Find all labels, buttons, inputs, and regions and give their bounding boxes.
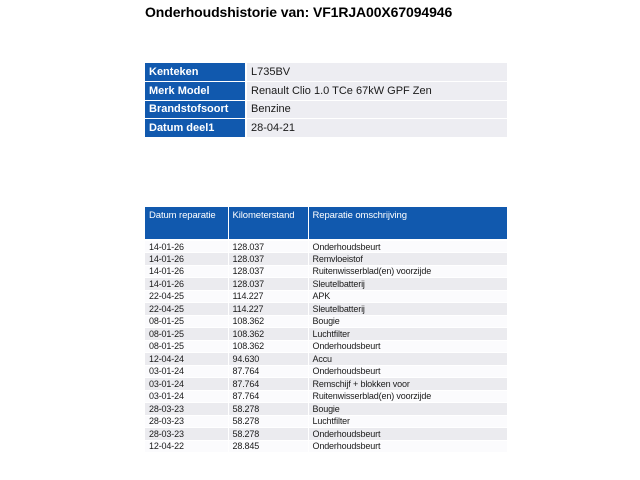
cell-kilometerstand: 94.630 xyxy=(228,353,308,366)
service-history-row xyxy=(145,315,507,328)
cell-kilometerstand: 58.278 xyxy=(228,403,308,416)
cell-datum-reparatie: 14-01-26 xyxy=(145,240,228,253)
cell-reparatie-omschrijving: APK xyxy=(308,290,507,303)
service-history-row xyxy=(145,328,507,341)
service-history-row xyxy=(145,365,507,378)
cell-reparatie-omschrijving: Onderhoudsbeurt xyxy=(308,440,507,453)
cell-kilometerstand: 128.037 xyxy=(228,240,308,253)
vehicle-info-label: Datum deel1 xyxy=(145,119,246,138)
page-title: Onderhoudshistorie van: VF1RJA00X67094946 xyxy=(145,4,453,20)
cell-reparatie-omschrijving: Onderhoudsbeurt xyxy=(308,428,507,441)
service-history-table xyxy=(145,207,507,453)
cell-kilometerstand: 87.764 xyxy=(228,365,308,378)
vehicle-info-label: Brandstofsoort xyxy=(145,100,246,119)
cell-kilometerstand: 128.037 xyxy=(228,265,308,278)
cell-datum-reparatie: 12-04-24 xyxy=(145,353,228,366)
service-history-row xyxy=(145,290,507,303)
vehicle-info-row xyxy=(145,100,507,119)
service-history-row xyxy=(145,415,507,428)
cell-kilometerstand: 28.845 xyxy=(228,440,308,453)
cell-kilometerstand: 87.764 xyxy=(228,390,308,403)
service-history-row xyxy=(145,390,507,403)
service-history-row xyxy=(145,278,507,291)
cell-datum-reparatie: 03-01-24 xyxy=(145,378,228,391)
cell-datum-reparatie: 14-01-26 xyxy=(145,278,228,291)
vehicle-info-value: Renault Clio 1.0 TCe 67kW GPF Zen xyxy=(246,82,507,101)
cell-kilometerstand: 114.227 xyxy=(228,303,308,316)
service-history-row xyxy=(145,340,507,353)
cell-datum-reparatie: 08-01-25 xyxy=(145,315,228,328)
service-history-row xyxy=(145,353,507,366)
cell-reparatie-omschrijving: Ruitenwisserblad(en) voorzijde xyxy=(308,390,507,403)
cell-kilometerstand: 108.362 xyxy=(228,328,308,341)
vehicle-info-label: Merk Model xyxy=(145,82,246,101)
cell-datum-reparatie: 28-03-23 xyxy=(145,428,228,441)
vehicle-info-value: 28-04-21 xyxy=(246,119,507,138)
column-header-kilometerstand: Kilometerstand xyxy=(228,207,308,240)
service-history-row xyxy=(145,265,507,278)
service-history-row xyxy=(145,440,507,453)
cell-reparatie-omschrijving: Bougie xyxy=(308,315,507,328)
cell-kilometerstand: 114.227 xyxy=(228,290,308,303)
column-header-reparatie-omschrijving: Reparatie omschrijving xyxy=(308,207,507,240)
vehicle-info-value: Benzine xyxy=(246,100,507,119)
cell-datum-reparatie: 14-01-26 xyxy=(145,253,228,266)
vehicle-info-table xyxy=(145,63,507,138)
cell-kilometerstand: 108.362 xyxy=(228,315,308,328)
cell-reparatie-omschrijving: Onderhoudsbeurt xyxy=(308,365,507,378)
vehicle-info-row xyxy=(145,119,507,138)
cell-datum-reparatie: 28-03-23 xyxy=(145,415,228,428)
cell-datum-reparatie: 03-01-24 xyxy=(145,390,228,403)
column-header-datum-reparatie: Datum reparatie xyxy=(145,207,228,240)
cell-reparatie-omschrijving: Ruitenwisserblad(en) voorzijde xyxy=(308,265,507,278)
cell-datum-reparatie: 03-01-24 xyxy=(145,365,228,378)
cell-datum-reparatie: 22-04-25 xyxy=(145,303,228,316)
cell-reparatie-omschrijving: Luchtfilter xyxy=(308,328,507,341)
vehicle-info-row xyxy=(145,63,507,82)
cell-kilometerstand: 58.278 xyxy=(228,428,308,441)
cell-reparatie-omschrijving: Remschijf + blokken voor xyxy=(308,378,507,391)
cell-reparatie-omschrijving: Onderhoudsbeurt xyxy=(308,340,507,353)
vehicle-info-row xyxy=(145,82,507,101)
service-history-row xyxy=(145,303,507,316)
cell-datum-reparatie: 12-04-22 xyxy=(145,440,228,453)
cell-datum-reparatie: 22-04-25 xyxy=(145,290,228,303)
service-history-row xyxy=(145,428,507,441)
cell-kilometerstand: 128.037 xyxy=(228,278,308,291)
cell-reparatie-omschrijving: Sleutelbatterij xyxy=(308,278,507,291)
service-history-header xyxy=(145,207,507,240)
service-history-row xyxy=(145,253,507,266)
cell-kilometerstand: 58.278 xyxy=(228,415,308,428)
cell-datum-reparatie: 14-01-26 xyxy=(145,265,228,278)
cell-reparatie-omschrijving: Remvloeistof xyxy=(308,253,507,266)
cell-reparatie-omschrijving: Sleutelbatterij xyxy=(308,303,507,316)
cell-kilometerstand: 87.764 xyxy=(228,378,308,391)
service-history-row xyxy=(145,403,507,416)
cell-datum-reparatie: 08-01-25 xyxy=(145,340,228,353)
service-history-row xyxy=(145,378,507,391)
cell-reparatie-omschrijving: Bougie xyxy=(308,403,507,416)
vehicle-info-value: L735BV xyxy=(246,63,507,82)
cell-reparatie-omschrijving: Luchtfilter xyxy=(308,415,507,428)
cell-kilometerstand: 128.037 xyxy=(228,253,308,266)
cell-reparatie-omschrijving: Onderhoudsbeurt xyxy=(308,240,507,253)
cell-reparatie-omschrijving: Accu xyxy=(308,353,507,366)
cell-datum-reparatie: 28-03-23 xyxy=(145,403,228,416)
service-history-row xyxy=(145,240,507,253)
cell-datum-reparatie: 08-01-25 xyxy=(145,328,228,341)
vehicle-info-label: Kenteken xyxy=(145,63,246,82)
cell-kilometerstand: 108.362 xyxy=(228,340,308,353)
